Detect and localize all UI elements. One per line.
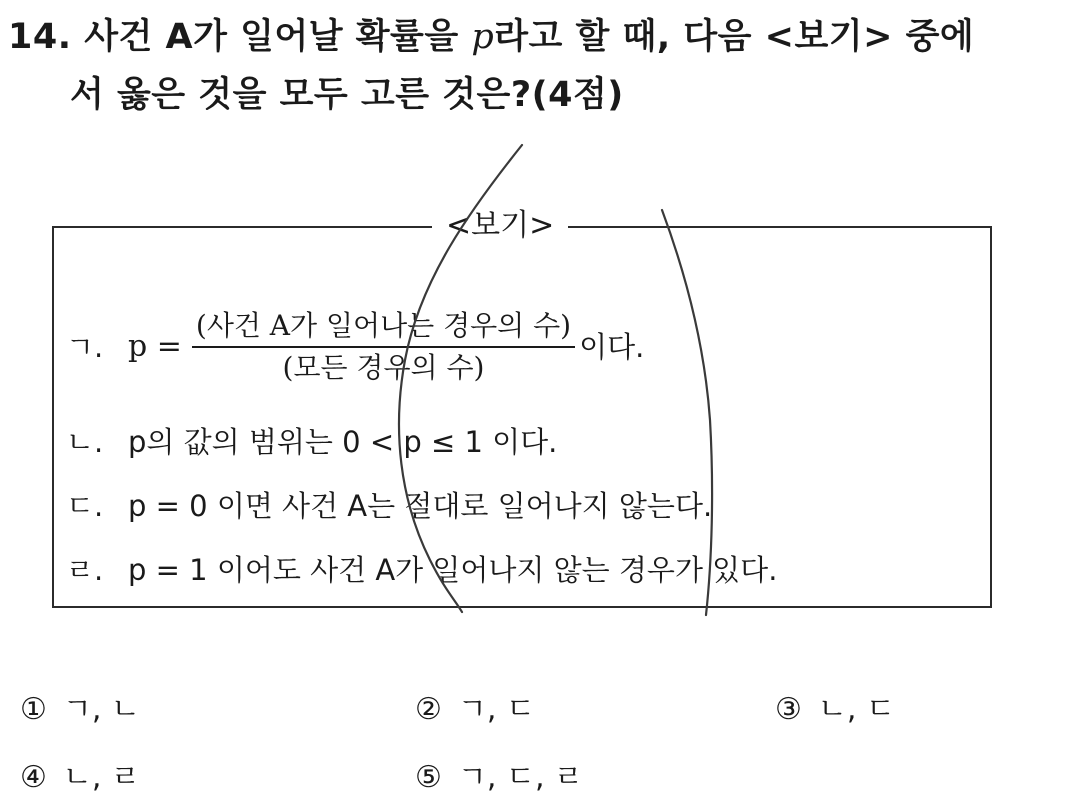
statement-mark: ㄴ. [66, 425, 104, 459]
statement-mark: ㄱ. [66, 330, 104, 364]
choice-label: ㄱ, ㄷ, ㄹ [457, 760, 583, 795]
choice-label: ㄱ, ㄴ [62, 692, 140, 727]
statement-mark: ㄷ. [66, 489, 104, 523]
statement-text: p = 1 이어도 사건 A가 일어나지 않는 경우가 있다. [128, 553, 778, 587]
choice-number: ③ [775, 692, 802, 727]
fraction-denominator: (모든 경우의 수) [282, 351, 485, 384]
statement-nieun [66, 422, 557, 462]
question-text-part2: 라고 할 때, 다음 <보기> 중에 [494, 17, 975, 57]
choice-number: ④ [20, 760, 47, 795]
choice-2[interactable] [415, 690, 535, 730]
choice-number: ② [415, 692, 442, 727]
question-text-part1: 사건 A가 일어날 확률을 [84, 17, 472, 57]
choice-1[interactable] [20, 690, 140, 730]
choice-label: ㄱ, ㄷ [457, 692, 535, 727]
statement-suffix: 이다. [579, 330, 645, 364]
bogi-box [52, 208, 992, 608]
choice-4[interactable] [20, 758, 140, 798]
question-text-line2: 서 옳은 것을 모두 고른 것은?(4점) [70, 75, 624, 115]
fraction-lhs: p = [128, 329, 182, 364]
choice-label: ㄴ, ㄹ [62, 760, 140, 795]
fraction-numerator: (사건 A가 일어나는 경우의 수) [195, 309, 572, 342]
bogi-title: <보기> [432, 206, 568, 246]
statement-mark: ㄹ. [66, 553, 104, 587]
variable-p: p [471, 17, 495, 57]
question-number: 14. [8, 17, 72, 57]
choice-5[interactable] [415, 758, 583, 798]
choice-label: ㄴ, ㄷ [817, 692, 895, 727]
statement-rieul [66, 550, 777, 590]
question-text [8, 8, 1058, 124]
choice-number: ⑤ [415, 760, 442, 795]
probability-fraction [192, 308, 575, 386]
choice-3[interactable] [775, 690, 895, 730]
statement-text: p의 값의 범위는 0 < p ≤ 1 이다. [128, 425, 558, 459]
statement-digeut [66, 486, 712, 526]
statement-giyeok [66, 308, 644, 386]
choice-number: ① [20, 692, 47, 727]
statement-text: p = 0 이면 사건 A는 절대로 일어나지 않는다. [128, 489, 713, 523]
